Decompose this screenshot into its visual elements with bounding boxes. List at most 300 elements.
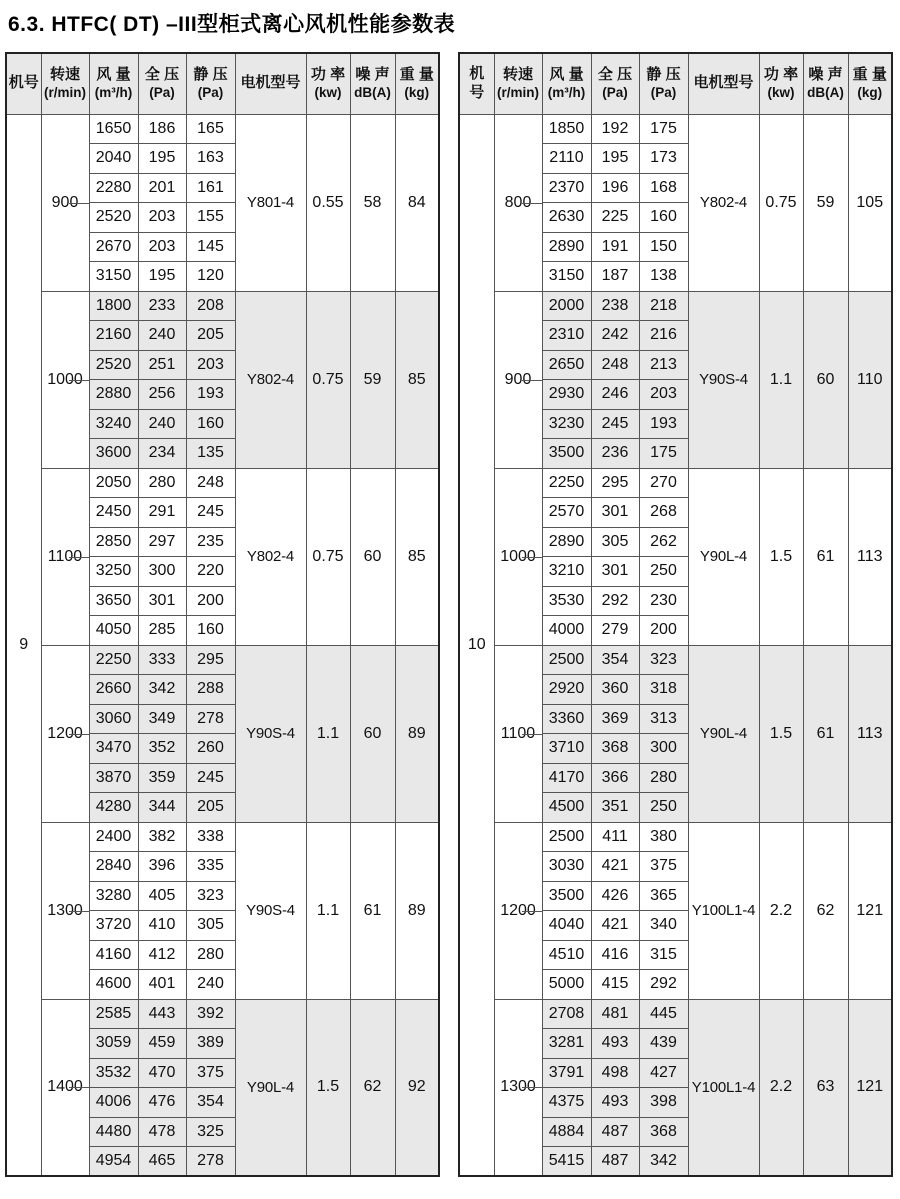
- static-pressure-cell: 193: [639, 409, 688, 439]
- total-pressure-cell: 351: [591, 793, 639, 823]
- noise-cell: 58: [350, 114, 395, 291]
- total-pressure-cell: 240: [138, 321, 186, 351]
- static-pressure-cell: 138: [639, 262, 688, 292]
- static-pressure-cell: 145: [186, 232, 235, 262]
- col-header-line1: 噪 声: [355, 65, 390, 83]
- motor-model-cell: Y801-4: [235, 114, 306, 291]
- col-header-7: [350, 53, 395, 114]
- flow-cell: 4480: [89, 1117, 138, 1147]
- flow-cell: 4000: [542, 616, 591, 646]
- static-pressure-cell: 250: [639, 793, 688, 823]
- flow-cell: 3532: [89, 1058, 138, 1088]
- flow-cell: 2520: [89, 350, 138, 380]
- col-header-line1: 转速: [502, 65, 533, 83]
- flow-cell: 2310: [542, 321, 591, 351]
- static-pressure-cell: 280: [186, 940, 235, 970]
- total-pressure-cell: 359: [138, 763, 186, 793]
- total-pressure-cell: 186: [138, 114, 186, 144]
- flow-cell: 2050: [89, 468, 138, 498]
- table-row: [459, 822, 892, 852]
- static-pressure-cell: 235: [186, 527, 235, 557]
- total-pressure-cell: 196: [591, 173, 639, 203]
- col-header-line1: 电机型号: [693, 74, 754, 92]
- weight-cell: 121: [848, 822, 892, 999]
- static-pressure-cell: 160: [186, 409, 235, 439]
- static-pressure-cell: 280: [639, 763, 688, 793]
- total-pressure-cell: 301: [591, 498, 639, 528]
- noise-cell: 59: [350, 291, 395, 468]
- static-pressure-cell: 268: [639, 498, 688, 528]
- flow-cell: 2280: [89, 173, 138, 203]
- total-pressure-cell: 242: [591, 321, 639, 351]
- power-cell: 1.1: [306, 822, 350, 999]
- static-pressure-cell: 354: [186, 1088, 235, 1118]
- power-cell: 0.75: [759, 114, 803, 291]
- static-pressure-cell: 165: [186, 114, 235, 144]
- flow-cell: 3500: [542, 439, 591, 469]
- static-pressure-cell: 230: [639, 586, 688, 616]
- static-pressure-cell: 335: [186, 852, 235, 882]
- static-pressure-cell: 248: [186, 468, 235, 498]
- static-pressure-cell: 340: [639, 911, 688, 941]
- flow-cell: 2670: [89, 232, 138, 262]
- flow-cell: 2520: [89, 203, 138, 233]
- flow-cell: 2040: [89, 144, 138, 174]
- page-title: 6.3. HTFC( DT) –III型柜式离心风机性能参数表: [8, 13, 456, 36]
- static-pressure-cell: 245: [186, 498, 235, 528]
- total-pressure-cell: 415: [591, 970, 639, 1000]
- flow-cell: 4375: [542, 1088, 591, 1118]
- table-row: [6, 114, 439, 144]
- static-pressure-cell: 427: [639, 1058, 688, 1088]
- flow-cell: 3250: [89, 557, 138, 587]
- power-cell: 1.1: [306, 645, 350, 822]
- flow-cell: 4954: [89, 1147, 138, 1177]
- static-pressure-cell: 323: [186, 881, 235, 911]
- total-pressure-cell: 300: [138, 557, 186, 587]
- col-header-8: [848, 53, 892, 114]
- total-pressure-cell: 285: [138, 616, 186, 646]
- speed-cell: 1200: [494, 822, 542, 999]
- flow-cell: 3030: [542, 852, 591, 882]
- flow-cell: 3230: [542, 409, 591, 439]
- col-header-line2: (Pa): [602, 84, 628, 100]
- col-header-line2: dB(A): [807, 84, 844, 100]
- col-header-line2: (m³/h): [547, 84, 586, 100]
- total-pressure-cell: 421: [591, 852, 639, 882]
- static-pressure-cell: 193: [186, 380, 235, 410]
- flow-cell: 4884: [542, 1117, 591, 1147]
- flow-cell: 2370: [542, 173, 591, 203]
- total-pressure-cell: 240: [138, 409, 186, 439]
- total-pressure-cell: 493: [591, 1088, 639, 1118]
- speed-cell: 1000: [41, 291, 89, 468]
- flow-cell: 3650: [89, 586, 138, 616]
- total-pressure-cell: 280: [138, 468, 186, 498]
- flow-cell: 2585: [89, 999, 138, 1029]
- static-pressure-cell: 245: [186, 763, 235, 793]
- noise-cell: 62: [350, 999, 395, 1176]
- flow-cell: 2500: [542, 822, 591, 852]
- total-pressure-cell: 405: [138, 881, 186, 911]
- header-row: [459, 53, 892, 114]
- flow-cell: 3150: [89, 262, 138, 292]
- noise-cell: 60: [350, 468, 395, 645]
- total-pressure-cell: 416: [591, 940, 639, 970]
- total-pressure-cell: 481: [591, 999, 639, 1029]
- static-pressure-cell: 295: [186, 645, 235, 675]
- weight-cell: 84: [395, 114, 439, 291]
- col-header-line1: 风 量: [96, 65, 131, 83]
- flow-cell: 2160: [89, 321, 138, 351]
- weight-cell: 113: [848, 645, 892, 822]
- static-pressure-cell: 168: [639, 173, 688, 203]
- col-header-line1: 重 量: [852, 65, 887, 83]
- flow-cell: 3150: [542, 262, 591, 292]
- weight-cell: 85: [395, 468, 439, 645]
- col-header-line1: 重 量: [399, 65, 434, 83]
- flow-cell: 2250: [542, 468, 591, 498]
- static-pressure-cell: 200: [639, 616, 688, 646]
- col-header-line2: (kg): [404, 84, 430, 100]
- col-header-line1: 功 率: [763, 65, 799, 83]
- total-pressure-cell: 352: [138, 734, 186, 764]
- flow-cell: 4600: [89, 970, 138, 1000]
- col-header-6: [306, 53, 350, 114]
- col-header-0: [6, 53, 41, 114]
- speed-cell: 1400: [41, 999, 89, 1176]
- total-pressure-cell: 333: [138, 645, 186, 675]
- static-pressure-cell: 260: [186, 734, 235, 764]
- total-pressure-cell: 368: [591, 734, 639, 764]
- total-pressure-cell: 344: [138, 793, 186, 823]
- table-row: [459, 645, 892, 675]
- total-pressure-cell: 203: [138, 232, 186, 262]
- total-pressure-cell: 238: [591, 291, 639, 321]
- static-pressure-cell: 439: [639, 1029, 688, 1059]
- static-pressure-cell: 155: [186, 203, 235, 233]
- total-pressure-cell: 187: [591, 262, 639, 292]
- static-pressure-cell: 270: [639, 468, 688, 498]
- col-header-0: [459, 53, 494, 114]
- total-pressure-cell: 301: [138, 586, 186, 616]
- static-pressure-cell: 173: [639, 144, 688, 174]
- power-cell: 2.2: [759, 999, 803, 1176]
- col-header-line2: (Pa): [149, 84, 175, 100]
- col-header-5: [688, 53, 759, 114]
- flow-cell: 2850: [89, 527, 138, 557]
- power-cell: 0.75: [306, 468, 350, 645]
- col-header-4: [186, 53, 235, 114]
- speed-cell: 1200: [41, 645, 89, 822]
- static-pressure-cell: 313: [639, 704, 688, 734]
- speed-cell: 900: [494, 291, 542, 468]
- static-pressure-cell: 392: [186, 999, 235, 1029]
- col-header-8: [395, 53, 439, 114]
- flow-cell: 2650: [542, 350, 591, 380]
- total-pressure-cell: 459: [138, 1029, 186, 1059]
- table-row: [6, 468, 439, 498]
- total-pressure-cell: 476: [138, 1088, 186, 1118]
- static-pressure-cell: 375: [186, 1058, 235, 1088]
- total-pressure-cell: 493: [591, 1029, 639, 1059]
- static-pressure-cell: 160: [186, 616, 235, 646]
- col-header-1: [494, 53, 542, 114]
- flow-cell: 2110: [542, 144, 591, 174]
- total-pressure-cell: 401: [138, 970, 186, 1000]
- speed-cell: 1300: [494, 999, 542, 1176]
- performance-table-10: [458, 52, 893, 1177]
- flow-cell: 2400: [89, 822, 138, 852]
- speed-cell: 800: [494, 114, 542, 291]
- total-pressure-cell: 203: [138, 203, 186, 233]
- total-pressure-cell: 305: [591, 527, 639, 557]
- col-header-line1: 静 压: [193, 65, 228, 83]
- static-pressure-cell: 163: [186, 144, 235, 174]
- noise-cell: 61: [350, 822, 395, 999]
- total-pressure-cell: 465: [138, 1147, 186, 1177]
- flow-cell: 3060: [89, 704, 138, 734]
- static-pressure-cell: 161: [186, 173, 235, 203]
- static-pressure-cell: 250: [639, 557, 688, 587]
- col-header-line2: (kw): [767, 84, 795, 100]
- performance-table-9: [5, 52, 440, 1177]
- static-pressure-cell: 135: [186, 439, 235, 469]
- motor-model-cell: Y90L-4: [688, 645, 759, 822]
- total-pressure-cell: 360: [591, 675, 639, 705]
- speed-cell: 1100: [41, 468, 89, 645]
- weight-cell: 92: [395, 999, 439, 1176]
- table-row: [6, 999, 439, 1029]
- noise-cell: 59: [803, 114, 848, 291]
- col-header-6: [759, 53, 803, 114]
- static-pressure-cell: 160: [639, 203, 688, 233]
- table-row: [6, 822, 439, 852]
- noise-cell: 63: [803, 999, 848, 1176]
- flow-cell: 4006: [89, 1088, 138, 1118]
- power-cell: 1.1: [759, 291, 803, 468]
- total-pressure-cell: 487: [591, 1117, 639, 1147]
- static-pressure-cell: 380: [639, 822, 688, 852]
- flow-cell: 3360: [542, 704, 591, 734]
- static-pressure-cell: 325: [186, 1117, 235, 1147]
- col-header-7: [803, 53, 848, 114]
- total-pressure-cell: 421: [591, 911, 639, 941]
- speed-cell: 1300: [41, 822, 89, 999]
- total-pressure-cell: 248: [591, 350, 639, 380]
- motor-model-cell: Y90L-4: [235, 999, 306, 1176]
- static-pressure-cell: 216: [639, 321, 688, 351]
- motor-model-cell: Y802-4: [688, 114, 759, 291]
- header-row: [6, 53, 439, 114]
- flow-cell: 1850: [542, 114, 591, 144]
- static-pressure-cell: 323: [639, 645, 688, 675]
- static-pressure-cell: 218: [639, 291, 688, 321]
- total-pressure-cell: 234: [138, 439, 186, 469]
- weight-cell: 121: [848, 999, 892, 1176]
- static-pressure-cell: 318: [639, 675, 688, 705]
- total-pressure-cell: 297: [138, 527, 186, 557]
- weight-cell: 105: [848, 114, 892, 291]
- motor-model-cell: Y90S-4: [688, 291, 759, 468]
- col-header-line2: (kw): [314, 84, 342, 100]
- total-pressure-cell: 256: [138, 380, 186, 410]
- static-pressure-cell: 315: [639, 940, 688, 970]
- flow-cell: 2890: [542, 232, 591, 262]
- noise-cell: 60: [803, 291, 848, 468]
- static-pressure-cell: 208: [186, 291, 235, 321]
- col-header-line1: 噪 声: [808, 65, 843, 83]
- table-row: [459, 468, 892, 498]
- static-pressure-cell: 205: [186, 321, 235, 351]
- flow-cell: 4510: [542, 940, 591, 970]
- flow-cell: 2630: [542, 203, 591, 233]
- noise-cell: 61: [803, 468, 848, 645]
- total-pressure-cell: 342: [138, 675, 186, 705]
- static-pressure-cell: 305: [186, 911, 235, 941]
- col-header-line2: (kg): [857, 84, 883, 100]
- col-header-line1: 全 压: [144, 65, 180, 83]
- weight-cell: 85: [395, 291, 439, 468]
- col-header-line1: 风 量: [549, 65, 584, 83]
- total-pressure-cell: 195: [138, 144, 186, 174]
- weight-cell: 89: [395, 822, 439, 999]
- total-pressure-cell: 291: [138, 498, 186, 528]
- flow-cell: 3240: [89, 409, 138, 439]
- total-pressure-cell: 382: [138, 822, 186, 852]
- col-header-line1: 全 压: [597, 65, 633, 83]
- total-pressure-cell: 411: [591, 822, 639, 852]
- static-pressure-cell: 120: [186, 262, 235, 292]
- total-pressure-cell: 195: [138, 262, 186, 292]
- col-header-line2: (r/min): [44, 84, 86, 100]
- static-pressure-cell: 368: [639, 1117, 688, 1147]
- static-pressure-cell: 278: [186, 704, 235, 734]
- static-pressure-cell: 365: [639, 881, 688, 911]
- total-pressure-cell: 366: [591, 763, 639, 793]
- static-pressure-cell: 398: [639, 1088, 688, 1118]
- total-pressure-cell: 412: [138, 940, 186, 970]
- total-pressure-cell: 349: [138, 704, 186, 734]
- flow-cell: 2660: [89, 675, 138, 705]
- static-pressure-cell: 205: [186, 793, 235, 823]
- table-row: [459, 114, 892, 144]
- static-pressure-cell: 203: [186, 350, 235, 380]
- static-pressure-cell: 278: [186, 1147, 235, 1177]
- machine-no-cell: 9: [6, 114, 41, 1176]
- motor-model-cell: Y90S-4: [235, 645, 306, 822]
- col-header-3: [138, 53, 186, 114]
- noise-cell: 60: [350, 645, 395, 822]
- speed-cell: 1000: [494, 468, 542, 645]
- col-header-line1: 电机型号: [240, 74, 301, 92]
- static-pressure-cell: 200: [186, 586, 235, 616]
- flow-cell: 2000: [542, 291, 591, 321]
- total-pressure-cell: 251: [138, 350, 186, 380]
- total-pressure-cell: 201: [138, 173, 186, 203]
- total-pressure-cell: 478: [138, 1117, 186, 1147]
- table-body: [459, 114, 892, 1176]
- total-pressure-cell: 443: [138, 999, 186, 1029]
- col-header-line1: 机号: [8, 74, 39, 92]
- flow-cell: 3059: [89, 1029, 138, 1059]
- table-row: [459, 999, 892, 1029]
- flow-cell: 3210: [542, 557, 591, 587]
- table-body: [6, 114, 439, 1176]
- power-cell: 0.75: [306, 291, 350, 468]
- power-cell: 1.5: [759, 468, 803, 645]
- flow-cell: 5000: [542, 970, 591, 1000]
- total-pressure-cell: 354: [591, 645, 639, 675]
- static-pressure-cell: 389: [186, 1029, 235, 1059]
- machine-no-cell: 10: [459, 114, 494, 1176]
- total-pressure-cell: 279: [591, 616, 639, 646]
- col-header-line2: (Pa): [650, 84, 677, 100]
- total-pressure-cell: 396: [138, 852, 186, 882]
- total-pressure-cell: 295: [591, 468, 639, 498]
- flow-cell: 2450: [89, 498, 138, 528]
- speed-cell: 1100: [494, 645, 542, 822]
- flow-cell: 4050: [89, 616, 138, 646]
- weight-cell: 110: [848, 291, 892, 468]
- static-pressure-cell: 175: [639, 114, 688, 144]
- static-pressure-cell: 288: [186, 675, 235, 705]
- total-pressure-cell: 426: [591, 881, 639, 911]
- motor-model-cell: Y802-4: [235, 468, 306, 645]
- power-cell: 0.55: [306, 114, 350, 291]
- total-pressure-cell: 292: [591, 586, 639, 616]
- flow-cell: 1650: [89, 114, 138, 144]
- motor-model-cell: Y90L-4: [688, 468, 759, 645]
- table-row: [459, 291, 892, 321]
- static-pressure-cell: 338: [186, 822, 235, 852]
- flow-cell: 2880: [89, 380, 138, 410]
- col-header-5: [235, 53, 306, 114]
- flow-cell: 2570: [542, 498, 591, 528]
- table-row: [6, 291, 439, 321]
- flow-cell: 2500: [542, 645, 591, 675]
- col-header-line1: 机 号: [469, 65, 485, 101]
- col-header-3: [591, 53, 639, 114]
- total-pressure-cell: 301: [591, 557, 639, 587]
- motor-model-cell: Y100L1-4: [688, 822, 759, 999]
- static-pressure-cell: 203: [639, 380, 688, 410]
- flow-cell: 3500: [542, 881, 591, 911]
- flow-cell: 3530: [542, 586, 591, 616]
- weight-cell: 113: [848, 468, 892, 645]
- static-pressure-cell: 175: [639, 439, 688, 469]
- total-pressure-cell: 195: [591, 144, 639, 174]
- total-pressure-cell: 487: [591, 1147, 639, 1177]
- flow-cell: 2920: [542, 675, 591, 705]
- flow-cell: 3600: [89, 439, 138, 469]
- flow-cell: 2890: [542, 527, 591, 557]
- total-pressure-cell: 410: [138, 911, 186, 941]
- col-header-1: [41, 53, 89, 114]
- noise-cell: 61: [803, 645, 848, 822]
- total-pressure-cell: 233: [138, 291, 186, 321]
- flow-cell: 4040: [542, 911, 591, 941]
- speed-cell: 900: [41, 114, 89, 291]
- total-pressure-cell: 470: [138, 1058, 186, 1088]
- total-pressure-cell: 498: [591, 1058, 639, 1088]
- static-pressure-cell: 150: [639, 232, 688, 262]
- static-pressure-cell: 220: [186, 557, 235, 587]
- flow-cell: 2930: [542, 380, 591, 410]
- flow-cell: 4500: [542, 793, 591, 823]
- col-header-line2: (Pa): [197, 84, 224, 100]
- flow-cell: 2708: [542, 999, 591, 1029]
